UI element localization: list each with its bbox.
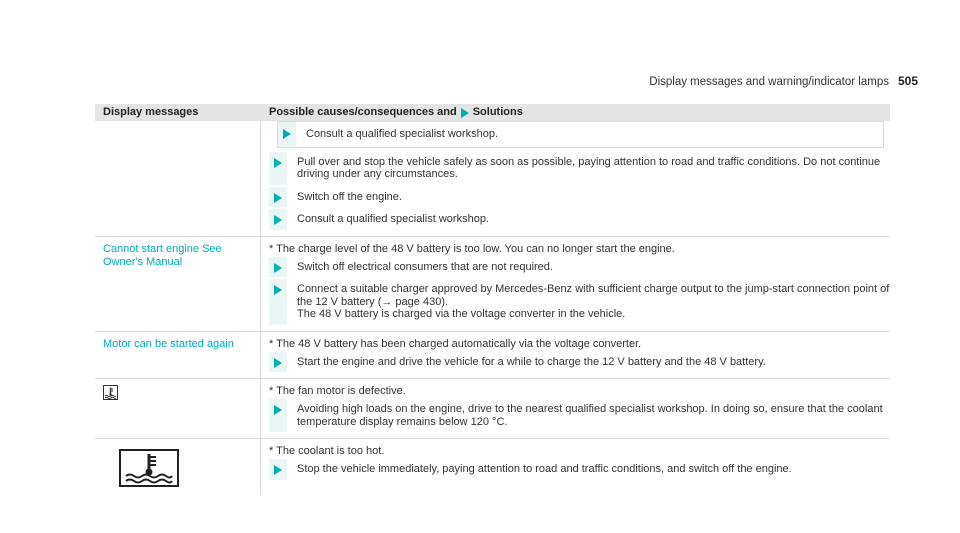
arrow-icon (274, 215, 282, 225)
message-cell (95, 237, 261, 331)
arrow-icon (274, 358, 282, 368)
solution-cell (261, 121, 890, 236)
step-text: Start the engine and drive the vehicle for a while to charge the 12 V battery and the 48 V battery. (297, 355, 766, 368)
solution-cell (261, 439, 890, 495)
message-cell (95, 121, 261, 236)
step-text-note: The 48 V battery is charged via the voltage converter in the vehicle. (297, 308, 626, 320)
display-message-motor-can-be-started[interactable]: Motor can be started again (103, 337, 234, 350)
table-row (95, 121, 890, 237)
step-text: Connect a suitable charger approved by Mercedes-Benz with sufficient charge output to the jump-start connection point of the 12 V battery (→ page 430). (297, 283, 890, 308)
message-cell (95, 379, 261, 438)
arrow-icon (274, 405, 282, 415)
boxed-step (277, 121, 884, 148)
arrow-icon (274, 158, 282, 168)
cause-text: * The coolant is too hot. (269, 445, 385, 457)
step-text: Avoiding high loads on the engine, drive to the nearest qualified specialist workshop. In doing so, ensure that the coolant temperature display remains below 120 °C. (297, 403, 883, 428)
solution-cell (261, 379, 890, 438)
running-header (649, 74, 918, 88)
step-text: Switch off the engine. (297, 190, 402, 203)
table-row (95, 237, 890, 332)
table-header (95, 104, 890, 121)
step (269, 213, 890, 226)
coolant-temperature-warning-lamp-icon (119, 449, 179, 487)
page-number: 505 (897, 74, 918, 88)
step (269, 356, 890, 369)
cause-text: * The fan motor is defective. (269, 385, 406, 397)
cause-text: * The 48 V battery has been charged automatically via the voltage converter. (269, 337, 642, 350)
section-title: Display messages and warning/indicator lamps (649, 76, 889, 88)
step (269, 156, 890, 181)
coolant-temperature-display-icon (103, 385, 118, 400)
step (269, 261, 890, 274)
arrow-icon (274, 465, 282, 475)
solution-cell (261, 237, 890, 331)
arrow-icon (274, 285, 282, 295)
arrow-icon (274, 193, 282, 203)
column-header-messages: Display messages (103, 106, 199, 118)
message-cell (95, 332, 261, 379)
step-text: Consult a qualified specialist workshop. (306, 128, 498, 140)
step-text: Pull over and stop the vehicle safely as soon as possible, paying attention to road and traffic conditions. Do not continue driving under any circumstances. (297, 155, 881, 180)
display-message-cannot-start-engine[interactable]: Cannot start engine See Owner's Manual (103, 242, 222, 268)
arrow-icon (461, 108, 469, 118)
display-messages-table (95, 104, 890, 495)
table-row (95, 379, 890, 439)
step (269, 191, 890, 204)
cause-text: * The charge level of the 48 V battery is too low. You can no longer start the engine. (269, 242, 675, 255)
message-cell (95, 439, 261, 495)
step-text: Stop the vehicle immediately, paying attention to road and traffic conditions, and switch off the engine. (297, 463, 792, 475)
step (269, 403, 890, 428)
solution-cell (261, 332, 890, 379)
step (269, 463, 890, 476)
table-row (95, 332, 890, 380)
step-text: Consult a qualified specialist workshop. (297, 213, 489, 225)
step (269, 283, 890, 321)
arrow-icon (274, 263, 282, 273)
column-header-solutions-label: Possible causes/consequences and (269, 106, 457, 118)
arrow-icon (283, 129, 291, 139)
column-header-solutions-suffix: Solutions (472, 106, 523, 118)
table-row (95, 439, 890, 495)
column-header-solutions (269, 104, 890, 121)
step-text: Switch off electrical consumers that are not required. (297, 260, 553, 273)
